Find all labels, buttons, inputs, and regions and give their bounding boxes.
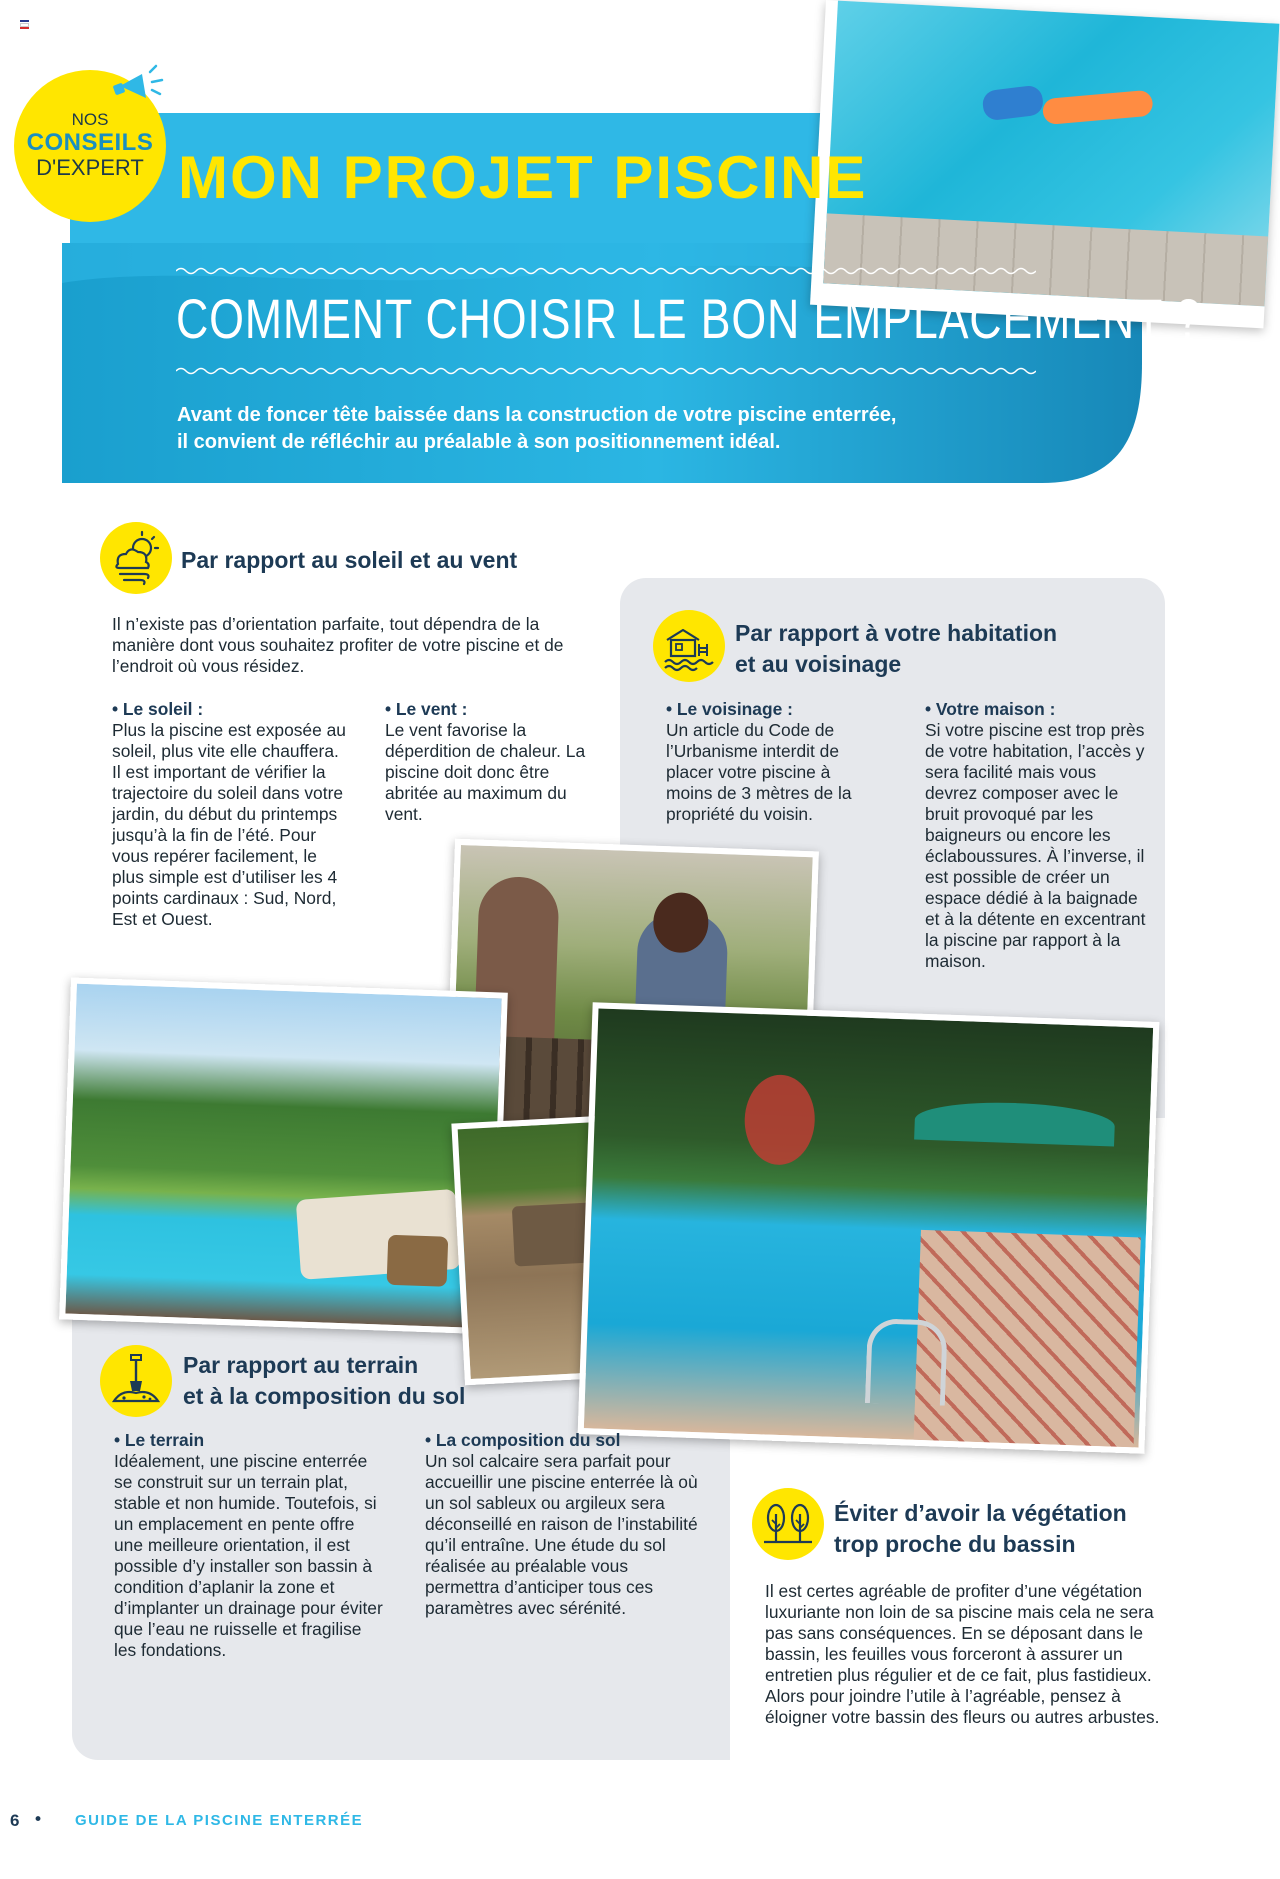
vegetation-text: Il est certes agréable de profiter d’une végétation luxuriante non loin de sa piscine mais cela ne sera pas sans conséquences. En se déposant dans le bassin, les feuilles vous forceront à assurer un entretien plus régulier et de ce fait, plus fastidieux. Alors pour joindre l’utile à l’agréable, pensez à éloigner votre bassin des fleurs ou autres arbustes. (765, 1581, 1160, 1727)
house-block (925, 699, 1147, 972)
sun-label: • Le soleil : (112, 699, 204, 719)
wind-label: • Le vent : (385, 699, 468, 719)
house-pool-icon (653, 610, 725, 682)
shovel-soil-icon (100, 1345, 172, 1417)
wind-text: Le vent favorise la déperdition de chaleur. La piscine doit donc être abritée au maximum du vent. (385, 720, 586, 824)
badge-conseils: CONSEILS (26, 129, 154, 156)
trees-icon (752, 1488, 824, 1560)
house-text: Si votre piscine est trop près de votre habitation, l’accès y sera facilité mais vous devrez composer avec le bruit provoqué par les baigneurs ou encore les éclaboussures. À l’inverse, il est possible de créer un espace dédié à la baignade et à la détente en excentrant la piscine par rapport à la maison. (925, 720, 1146, 971)
neighbor-label: • Le voisinage : (666, 699, 793, 719)
sun-block (112, 699, 347, 930)
tropical-pool-photo (578, 1002, 1160, 1454)
badge-nos: NOS (71, 110, 109, 129)
flag-icon (20, 20, 29, 27)
garden-pool-photo (59, 977, 508, 1334)
terrain-block (114, 1430, 384, 1661)
section-title-terrain: Par rapport au terrain et à la composition du sol (183, 1352, 466, 1409)
page-subtitle: COMMENT CHOISIR LE BON EMPLACEMENT ? (176, 287, 1202, 350)
pool-aerial-photo (810, 0, 1279, 328)
intro-text: Avant de foncer tête baissée dans la construction de votre piscine enterrée, il convient de réfléchir au préalable à son positionnement idéal. (177, 404, 897, 453)
page-title: MON PROJET PISCINE (178, 144, 868, 211)
soil-block (425, 1430, 700, 1619)
neighbor-text: Un article du Code de l’Urbanisme interdit de placer votre piscine à moins de 3 mètres de la propriété du voisin. (666, 720, 852, 824)
sun-text: Plus la piscine est exposée au soleil, plus vite elle chauffera. Il est important de vérifier la trajectoire du soleil dans votre jardin, du début du printemps jusqu’à la fin de l’été. Pour vous repérer facilement, le plus simple est d’utiliser les 4 points cardinaux : Sud, Nord, Est et Ouest. (112, 720, 346, 929)
terrain-label: • Le terrain (114, 1430, 205, 1450)
footer-guide-title: GUIDE DE LA PISCINE ENTERRÉE (75, 1812, 364, 1829)
section-title-habitation: Par rapport à votre habitation et au voisinage (735, 620, 1058, 677)
terrain-text: Idéalement, une piscine enterrée se construit sur un terrain plat, stable et non humide. Toutefois, si un emplacement en pente offre une meilleure orientation, il est possible d’y installer son bassin à condition d’aplanir la zone et d’implanter un drainage pour éviter que l’eau ne ruisselle et fragilise les fondations. (114, 1451, 383, 1660)
footer-separator: • (33, 1810, 44, 1830)
section-title-vegetation: Éviter d’avoir la végétation trop proche du bassin (834, 1500, 1127, 1557)
section-title-sun-wind: Par rapport au soleil et au vent (181, 547, 518, 573)
megaphone-icon (112, 62, 168, 108)
badge-expert: D'EXPERT (36, 155, 144, 180)
house-label: • Votre maison : (925, 699, 1056, 719)
decorative-wave-line (176, 266, 1036, 276)
soil-text: Un sol calcaire sera parfait pour accueillir une piscine enterrée là où un sol sableux ou argileux sera déconseillé en raison de l’instabilité qu’il entraîne. Une étude du sol réalisée au préalable vous permettra d’anticiper tous ces paramètres avec sérénité. (425, 1451, 698, 1618)
sun-cloud-wind-icon (100, 522, 172, 594)
wind-block (385, 699, 590, 825)
sun-wind-intro: Il n’existe pas d’orientation parfaite, tout dépendra de la manière dont vous souhaitez profiter de votre piscine et de l’endroit où vous résidez. (112, 614, 564, 676)
page-number: 6 (10, 1811, 20, 1830)
neighbor-block (666, 699, 881, 825)
soil-label: • La composition du sol (425, 1430, 621, 1450)
decorative-wave-line (176, 366, 1036, 376)
